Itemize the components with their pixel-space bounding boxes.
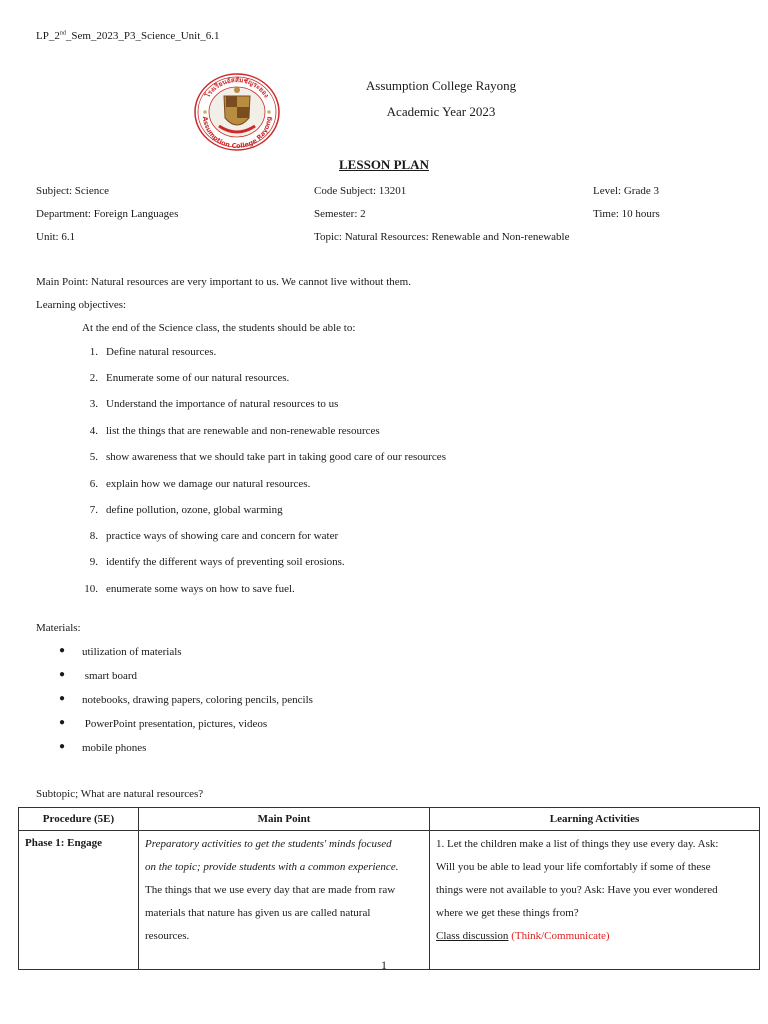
main-point-line: resources.: [145, 930, 190, 942]
material-item: utilization of materials: [82, 646, 182, 658]
activity-line: 1. Let the children make a list of things they use every day. Ask:: [436, 838, 719, 850]
objective-number: 2.: [89, 372, 98, 384]
bullet-icon: ●: [59, 717, 66, 728]
semester-field: Semester: 2: [314, 208, 366, 220]
activity-line: Will you be able to lead your life comfortably if some of these: [436, 861, 711, 873]
main-point-line: materials that nature has given us are called natural: [145, 907, 371, 919]
objective-item: enumerate some ways on how to save fuel.: [106, 583, 295, 595]
column-header-main-point: Main Point: [139, 808, 430, 831]
unit-field: Unit: 6.1: [36, 231, 76, 243]
school-name: Assumption College Rayong: [365, 78, 517, 93]
material-item: PowerPoint presentation, pictures, videos: [82, 718, 268, 730]
materials-heading: Materials:: [36, 622, 81, 634]
objective-item: Enumerate some of our natural resources.: [106, 372, 290, 384]
svg-text:โรงเรียนอัสสัมชัญระยอง: โรงเรียนอัสสัมชัญระยอง: [203, 75, 271, 100]
school-logo: [193, 72, 281, 152]
class-discussion-label: Class discussion: [436, 930, 509, 942]
objective-number: 7.: [89, 504, 98, 516]
objective-number: 4.: [89, 425, 98, 437]
time-field: Time: 10 hours: [593, 208, 660, 220]
main-point-italic-line: on the topic; provide students with a common experience.: [145, 861, 399, 873]
table-row: [19, 831, 760, 970]
bullet-icon: ●: [59, 645, 66, 656]
objectives-intro: At the end of the Science class, the students should be able to:: [82, 322, 356, 334]
bullet-icon: ●: [59, 741, 66, 752]
code-subject-field: Code Subject: 13201: [314, 185, 407, 197]
lesson-plan-table: [18, 807, 760, 970]
activity-line: where we get these things from?: [436, 907, 579, 919]
activity-line: things were not available to you? Ask: Have you ever wondered: [436, 884, 718, 896]
document-title: LESSON PLAN: [339, 157, 429, 172]
academic-year: Academic Year 2023: [386, 104, 496, 119]
objective-item: Understand the importance of natural resources to us: [106, 398, 339, 410]
subject-field: Subject: Science: [36, 185, 110, 197]
column-header-learning-activities: Learning Activities: [430, 808, 760, 831]
main-point-cell: [139, 831, 430, 970]
department-field: Department: Foreign Languages: [36, 208, 179, 220]
main-point-italic-line: Preparatory activities to get the students' minds focused: [145, 838, 392, 850]
page-number: 1: [381, 958, 387, 972]
objective-number: 9.: [89, 556, 98, 568]
objective-item: define pollution, ozone, global warming: [106, 504, 283, 516]
activities-cell: [430, 831, 760, 970]
objective-item: identify the different ways of preventing soil erosions.: [106, 556, 345, 568]
objective-item: list the things that are renewable and non-renewable resources: [106, 425, 380, 437]
svg-text:Assumption College Rayong: Assumption College Rayong: [200, 115, 274, 151]
doc-id-superscript: nd: [59, 30, 66, 37]
objectives-heading: Learning objectives:: [36, 299, 127, 311]
bullet-icon: ●: [59, 669, 66, 680]
activity-footer: [436, 925, 753, 948]
school-seal-icon: [193, 72, 281, 152]
objective-number: 1.: [89, 346, 98, 358]
document-id: [36, 30, 220, 42]
objective-item: practice ways of showing care and concern for water: [106, 530, 339, 542]
main-point-line: The things that we use every day that are made from raw: [145, 884, 396, 896]
objective-number: 5.: [89, 451, 98, 463]
objective-number: 10.: [84, 583, 98, 595]
material-item: mobile phones: [82, 742, 147, 754]
material-item: notebooks, drawing papers, coloring pencils, pencils: [82, 694, 313, 706]
doc-id-prefix: LP_2: [36, 30, 60, 42]
objective-number: 6.: [89, 478, 98, 490]
think-communicate-tag: (Think/Communicate): [511, 930, 610, 942]
level-field: Level: Grade 3: [593, 185, 659, 197]
objective-item: show awareness that we should take part in taking good care of our resources: [106, 451, 446, 463]
material-item: smart board: [82, 670, 137, 682]
objective-number: 3.: [89, 398, 98, 410]
table-header-row: [19, 808, 760, 831]
column-header-procedure: Procedure (5E): [19, 808, 139, 831]
objective-item: explain how we damage our natural resources.: [106, 478, 311, 490]
doc-id-suffix: _Sem_2023_P3_Science_Unit_6.1: [65, 30, 220, 42]
bullet-icon: ●: [59, 693, 66, 704]
phase-cell: Phase 1: Engage: [19, 831, 139, 970]
subtopic: Subtopic; What are natural resources?: [36, 788, 204, 800]
main-point: Main Point: Natural resources are very important to us. We cannot live without them.: [36, 276, 411, 288]
objective-number: 8.: [89, 530, 98, 542]
topic-field: Topic: Natural Resources: Renewable and Non-renewable: [314, 231, 570, 243]
objective-item: Define natural resources.: [106, 346, 217, 358]
